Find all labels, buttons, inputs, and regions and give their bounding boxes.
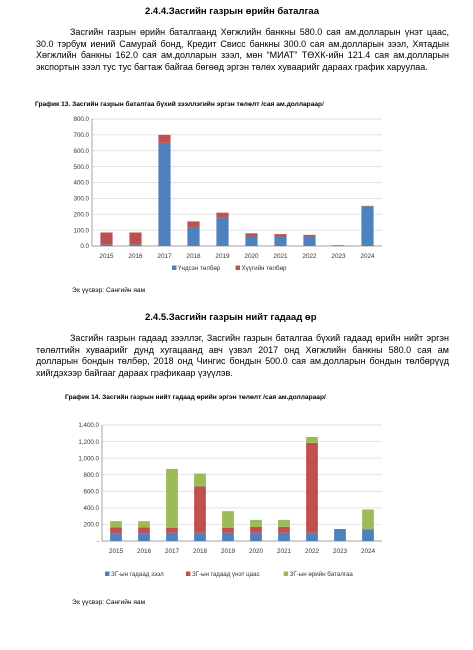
chart13-xtick-label: 2024 [360,253,375,260]
chart13-ytick-label: 300.0 [73,195,89,203]
chart13-xtick-label: 2016 [128,253,143,260]
chart14-bar-2024-series1 [362,529,374,541]
chart14-xtick-label: 2024 [360,548,376,555]
chart14-xtick-label: 2015 [108,548,124,555]
chart13-ytick-label: 200.0 [73,211,89,219]
chart13-ytick-label: 600.0 [73,147,89,155]
chart13-xtick-label: 2020 [244,253,259,260]
chart14-legend-label-2: ЗГ-ын гадаад үнэт цаас [191,571,260,578]
chart13-xtick-label: 2022 [302,253,317,260]
chart14-legend-swatch-2 [186,572,191,577]
chart14-bar-2016-series3 [138,521,150,527]
chart14-xtick-label: 2018 [192,548,208,555]
chart14-legend-swatch-1 [105,572,110,577]
chart13-ytick-label: 700.0 [73,132,89,140]
section-heading-external-debt: 2.4.5.Засгийн газрын нийт гадаад өр [145,312,317,323]
chart13-source: Эх үүсвэр: Сангийн яам [72,287,146,294]
section-heading-guarantee: 2.4.4.Засгийн газрын өрийн баталгаа [145,6,319,17]
chart14-xtick-label: 2023 [332,548,348,555]
chart14-ytick-label: 1,000.0 [78,455,99,463]
chart14-bar-2024-series3 [362,510,374,530]
chart14-source: Эх үүсвэр: Сангийн яам [72,599,146,606]
chart13-ytick-label: 500.0 [73,163,89,171]
chart14-bar-2018-series3 [194,473,206,486]
chart14-ytick-label: 1,200.0 [78,438,99,446]
chart14-legend-label-1: ЗГ-ын гадаад зээл [111,571,164,578]
chart14-bar-2022-series1 [306,533,318,541]
chart14-bar-2021-series2 [278,527,290,533]
chart13-ytick-label: 800.0 [73,116,89,124]
chart13-xtick-label: 2018 [186,253,201,260]
chart14-bar-2018-series1 [194,533,206,541]
chart13-title-text: График 13. Засгийн газрын баталгаа бүхий зээллэгийн эргэн төлөлт /сая ам.доллараар [35,101,323,108]
chart14-ytick-label: 400.0 [83,505,99,513]
chart14-ytick-label: 1,400.0 [78,422,99,430]
chart14-xtick-label: 2020 [248,548,264,555]
chart14-bar-2020-series3 [250,520,262,527]
chart13-xtick-label: 2019 [215,253,230,260]
chart14-legend-label-3: ЗГ-ын өрийн баталгаа [289,571,353,578]
paragraph-guarantee: Засгийн газрын өрийн баталгаанд Хөгжлийн банкны 580.0 сая ам.долларын үнэт цаас, 30.0 тэрбум иений Самурай бонд, Кредит Свисс банкны 300.0 сая ам.долларын зээл, Хятадын Хөгжлийн банкны 162.0 сая ам.долларын зээл, мөн “МИАТ” ТӨХК-ийн 121.4 сая ам.долларын экспортын зээл тус тус багтаж байгаа бөгөөд эргэн төлөх хуваарийг дараах график харуулаа. [36,27,449,72]
chart14-legend-swatch-3 [284,572,289,577]
chart14-ytick-label: - [96,538,99,546]
chart13-legend-label-2: Хүүгийн төлбөр [241,265,287,272]
chart14-ytick-label: 200.0 [83,521,99,529]
chart14-bar-2019-series3 [222,511,234,528]
paragraph-external-debt: Засгийн газрын гадаад зээллэг, Засгийн газрын баталгаа бүхий гадаад өрийн нийт эргэн төлөлтийн хуваарийг дунд хугацаанд авч үзвэл 2017 онд Хөгжлийн банкны 580.0 сая ам долларын бондын төлбөр, 2018 онд Чингис бондын 500.0 сая ам.долларын бондын төлбөрүүд хийгдэхээр байгааг дараах графикаар үзүүлэв. [36,333,449,378]
chart14-bar-2020-series2 [250,527,262,533]
chart13-ytick-label: 400.0 [73,179,89,187]
chart14-bar-2016-series1 [138,533,150,541]
chart14-bar-2018-series2 [194,486,206,532]
chart14-bar-2017-series1 [166,533,178,541]
chart14-bar-2020-series1 [250,533,262,541]
chart13-xtick-label: 2021 [273,253,288,260]
chart14-bar-2015-series2 [110,527,122,533]
chart14-xtick-label: 2022 [304,548,320,555]
chart14-xtick-label: 2016 [136,548,152,555]
chart14-xtick-label: 2017 [164,548,180,555]
chart13-xtick-label: 2023 [331,253,346,260]
chart13-xtick-label: 2017 [157,253,172,260]
chart14-bar-2019-series2 [222,528,234,533]
chart14-ytick-label: 800.0 [83,471,99,479]
chart14-title: График 14. Засгийн газрын нийт гадаад өрийн эргэн төлөлт /сая ам.доллараар/ [65,394,326,401]
chart14-bar-2023-series1 [334,529,346,541]
chart14-bar-2021-series3 [278,520,290,527]
chart13-title-slash: / [322,101,324,108]
chart13-ytick-label: 0.0 [80,243,89,251]
chart14-bar-2022-series3 [306,437,318,443]
chart14-bar-2021-series1 [278,533,290,541]
chart14-bar-2017-series2 [166,528,178,533]
chart14-ytick-label: 600.0 [83,488,99,496]
chart14-bar-2022-series2 [306,443,318,533]
chart14-bar-2017-series3 [166,469,178,528]
chart14-bar-2016-series2 [138,527,150,533]
chart14-xtick-label: 2019 [220,548,236,555]
chart13-xtick-label: 2015 [99,253,114,260]
chart14-bar-2015-series3 [110,521,122,527]
chart14-bar-2015-series1 [110,533,122,541]
chart13-legend-label-1: Үндсэн төлбөр [178,265,221,272]
chart14-bar-2019-series1 [222,533,234,541]
chart13-ytick-label: 100.0 [73,227,89,235]
chart14-xtick-label: 2021 [276,548,292,555]
